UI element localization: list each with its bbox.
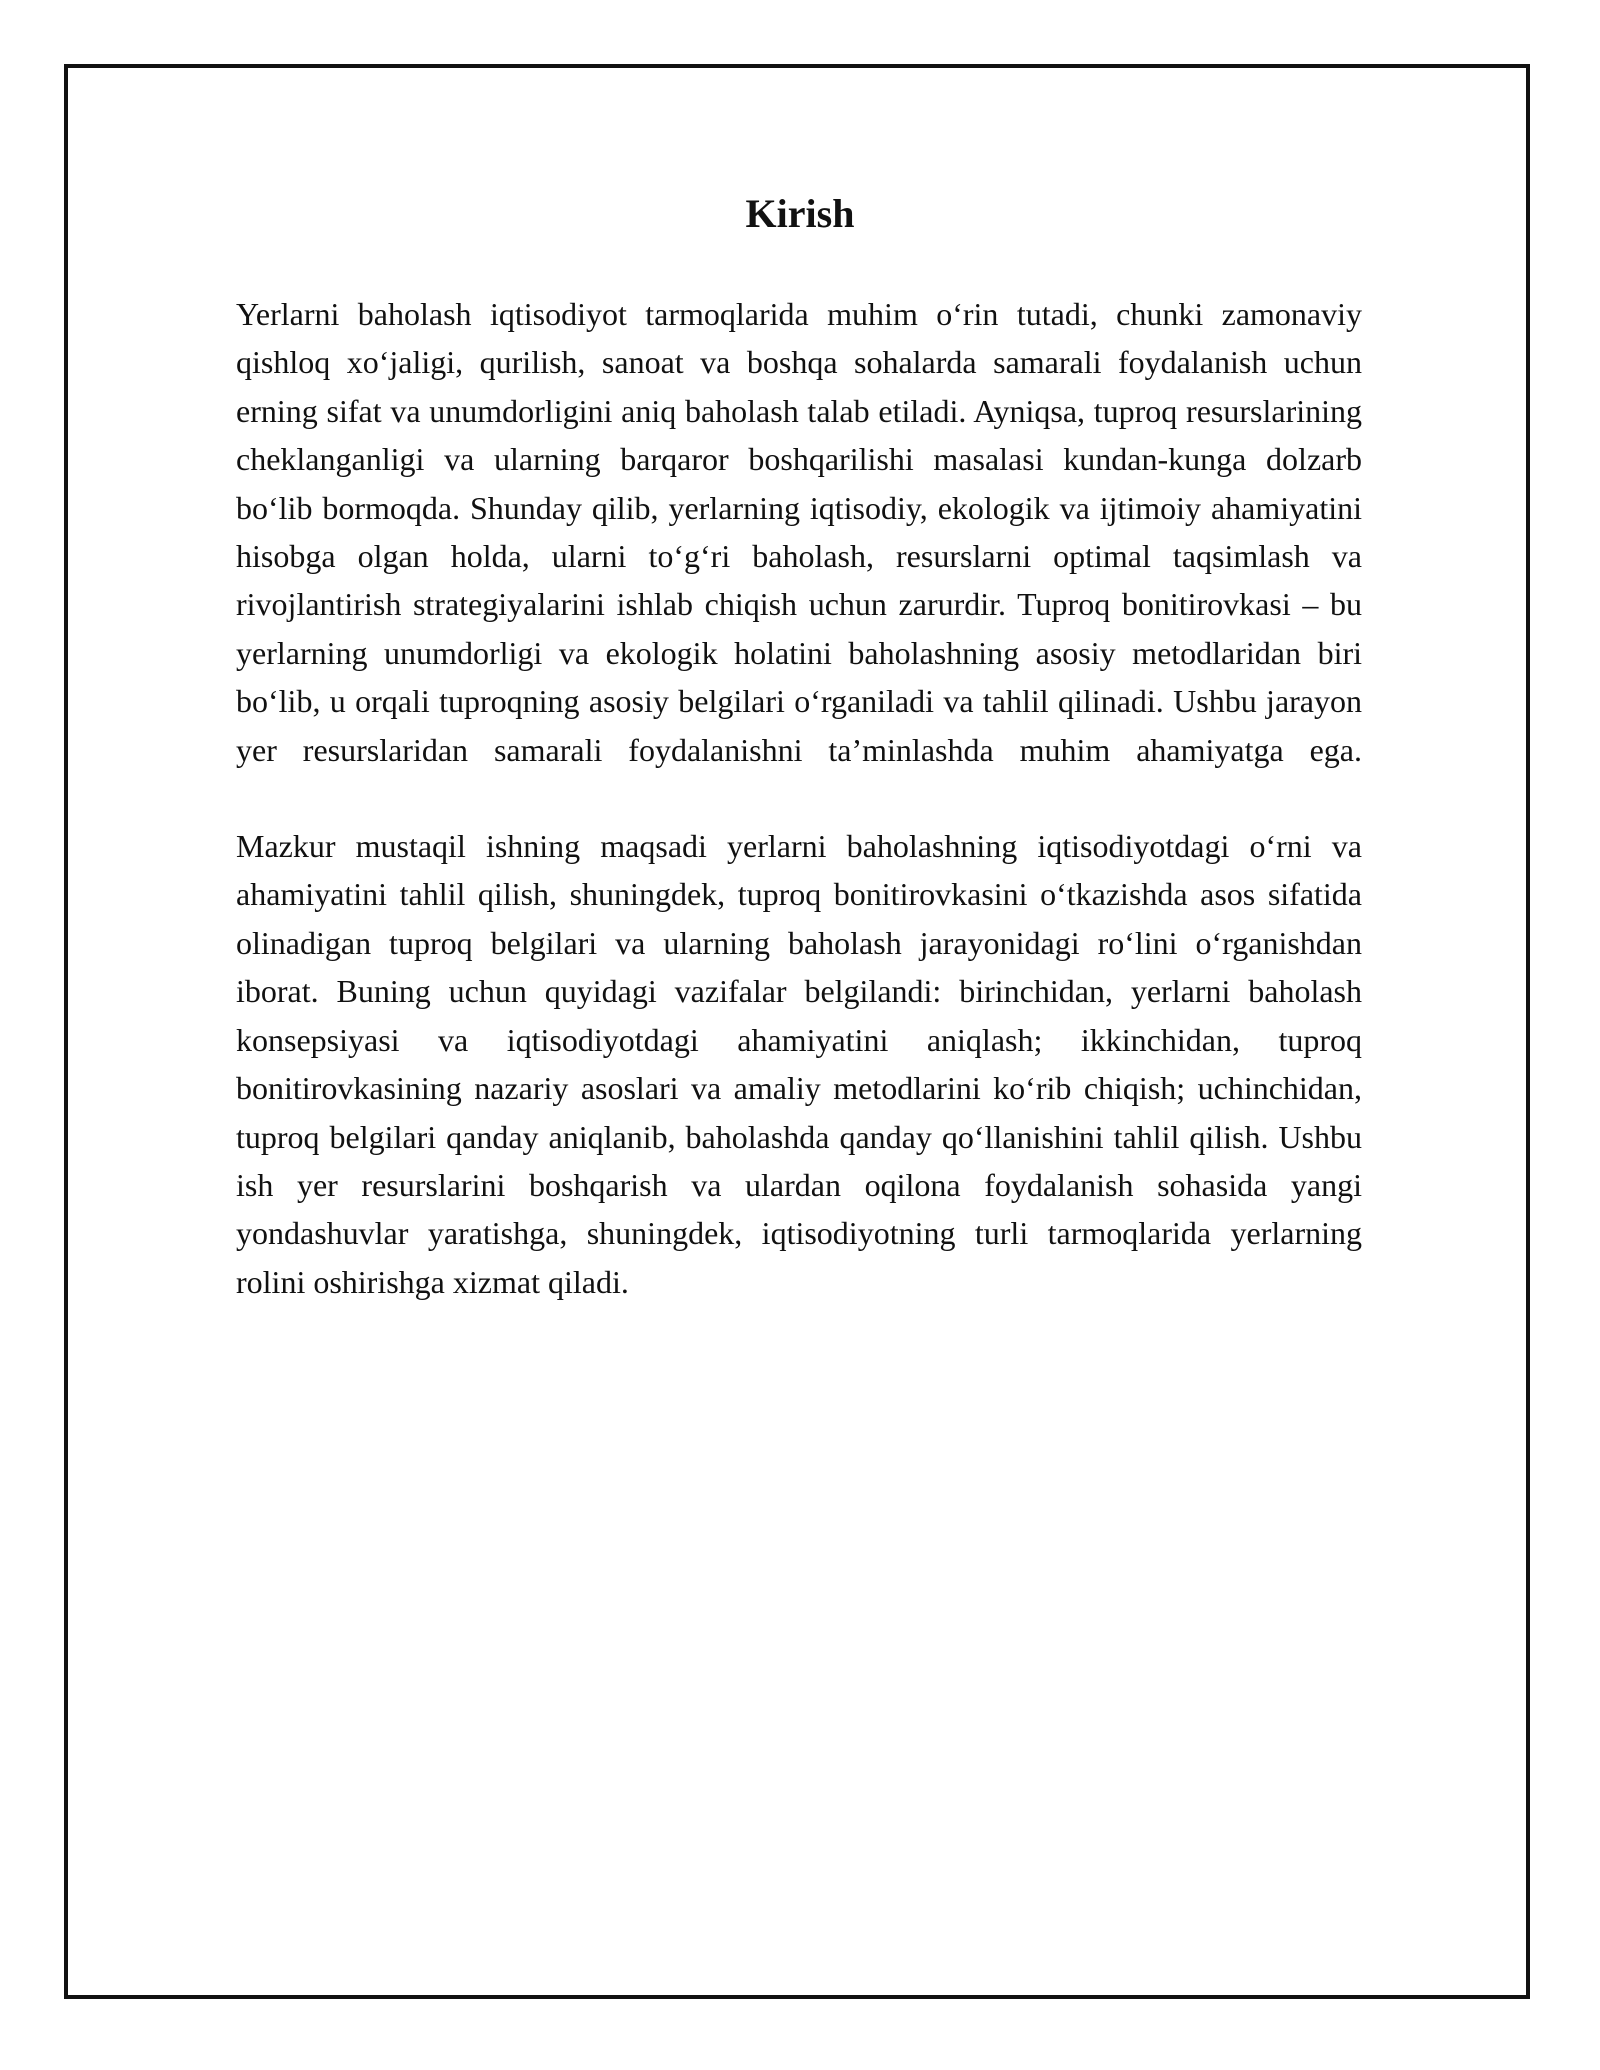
paragraph-intro: Yerlarni baholash iqtisodiyot tarmoqlarida muhim o‘rin tutadi, chunki zamonaviy qishloq xo‘jaligi, qurilish, sanoat va boshqa sohalarda samarali foydalanish uchun erning sifat va unumdorligini aniq baholash talab etiladi. Ayniqsa, tuproq resurslarining cheklanganligi va ularning barqaror boshqarilishi masalasi kundan-kunga dolzarb bo‘lib bormoqda. Shunday qilib, yerlarning iqtisodiy, ekologik va ijtimoiy ahamiyatini hisobga olgan holda, ularni to‘g‘ri baholash, resurslarni optimal taqsimlash va rivojlantirish strategiyalarini ishlab chiqish uchun zarurdir. Tuproq bonitirovkasi – bu yerlarning unumdorligi va ekologik holatini baholashning asosiy metodlaridan biri bo‘lib, u orqali tuproqning asosiy belgilari o‘rganiladi va tahlil qilinadi. Ushbu jarayon yer resurslaridan samarali foydalanishni ta’minlashda muhim ahamiyatga ega. [236, 296, 1362, 768]
document-body [236, 290, 1362, 1306]
page-title: Kirish [745, 191, 855, 236]
paragraph-aims: Mazkur mustaqil ishning maqsadi yerlarni baholashning iqtisodiyotdagi o‘rni va ahamiyatini tahlil qilish, shuningdek, tuproq bonitirovkasini o‘tkazishda asos sifatida olinadigan tuproq belgilari va ularning baholash jarayonidagi ro‘lini o‘rganishdan iborat. Buning uchun quyidagi vazifalar belgilandi: birinchidan, yerlarni baholash konsepsiyasi va iqtisodiyotdagi ahamiyatini aniqlash; ikkinchidan, tuproq bonitirovkasining nazariy asoslari va amaliy metodlarini ko‘rib chiqish; uchinchidan, tuproq belgilari qanday aniqlanib, baholashda qanday qo‘llanishini tahlil qilish. Ushbu ish yer resurslarini boshqarish va ulardan oqilona foydalanish sohasida yangi yondashuvlar yaratishga, shuningdek, iqtisodiyotning turli tarmoqlarida yerlarning rolini oshirishga xizmat qiladi. [236, 828, 1362, 1300]
